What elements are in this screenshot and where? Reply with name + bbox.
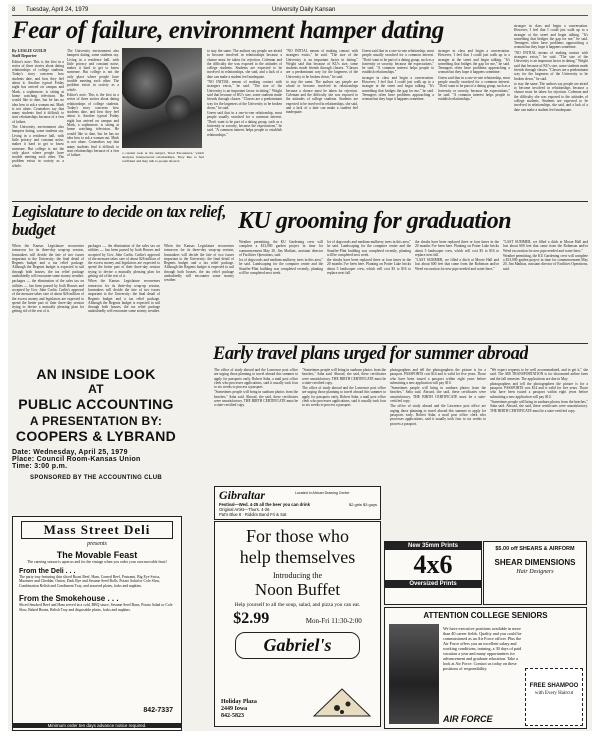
gibraltar-located: Located in African Drawing Center bbox=[295, 491, 350, 495]
story-legislature-text-2: packages — the elimination of the sales tax on utilities — has been passed by both Houses and accepted by Gov. John Carlin. Carlin's approval of the measure takes care of about $26 million of the excess money and legislators are expected to spend the better part of their three-day session trying to devise a mutually pleasing plan for getting rid of the rest of it. bbox=[88, 244, 160, 279]
story-travel-text-3: photographers and tell the photographers the picture is for a passport. PASSPORTS cost $14 and is valid for five years. Those who have been issued a passport within eight years before submitting a new application will pay $10. bbox=[390, 368, 486, 385]
story-dating-text-3: to stay the same. The authors say people are afraid to become involved in relationships because a chance must be taken for rejection. Coleman and the difficulty she was exposed to the attitudes of college students. Students are expected to be involved in relationships, she said, and a lack of a date can make a student feel inadequate. bbox=[207, 49, 282, 79]
story-graduation-text-1: Weather permitting, the KU Gardening crew will complete a $13,000 garden project in time for commencement May 20, Jim Mathias, assistant director of Facilities Operations, said. bbox=[239, 240, 323, 257]
story-dating-column-7 bbox=[514, 24, 588, 201]
insider-line-1: AN INSIDE LOOK bbox=[36, 366, 156, 382]
deli-movable-feast: The Movable Feast bbox=[56, 550, 138, 560]
shear-dimensions-ad bbox=[483, 541, 587, 605]
story-travel-text-4c: "Sometimes people will bring in sunburn photos from the beaches," Saba said. Abroad, she said, these certificates were unsatisfactory. THE BIRTH CERTIFICATE must be a state-certified copy. bbox=[490, 400, 588, 413]
deli-phone: 842-7337 bbox=[143, 707, 173, 714]
coopers-lybrand-ad bbox=[12, 364, 180, 512]
page-folio bbox=[12, 7, 588, 16]
deli-presents: presents bbox=[87, 541, 107, 547]
deli-from-deli: From the Deli . . . bbox=[19, 567, 76, 575]
story-dating-headline: Fear of failure, environment hamper dating bbox=[12, 18, 444, 43]
story-legislature-text-2b: When the Kansas Legislature reconvenes tomorrow for its three-day wrap-up session, lawmakers will decide the fate of two issues important to the University: the final detail of Regents budget and a tax relief package. Although the Regents budget is expected to sail through both houses, the tax relief package undoubtedly will encounter some stormy weather. bbox=[88, 279, 160, 314]
page-number: 8 bbox=[12, 7, 16, 13]
shear-name: SHEAR DIMENSIONS bbox=[494, 558, 576, 567]
air-force-ad bbox=[384, 607, 587, 729]
free-shampoo-coupon bbox=[525, 668, 583, 726]
story-graduation-text-4: "LAST SUMMER, we filled a ditch at Moore Hall and lost about 600 feet that came from the Robinson and/or Weed excavation for new pipe needed and water lines." bbox=[503, 240, 588, 253]
story-legislature-headline-text: Legislature to decide on tax relief, budget bbox=[12, 203, 226, 239]
story-dating-column-4 bbox=[286, 49, 358, 201]
story-legislature-text-3: When the Kansas Legislature reconvenes tomorrow for its three-day wrap-up session, lawmakers will decide the fate of two issues important to the University: the final detail of Regents budget and a tax relief package. Although the Regents budget is expected to sail through both houses, the tax relief package undoubtedly will encounter some stormy weather. bbox=[164, 244, 234, 283]
buffet-line-1: For those who bbox=[246, 526, 349, 546]
story-legislature-headline bbox=[12, 203, 237, 239]
insider-time: Time: 3:00 p.m. bbox=[12, 463, 68, 470]
story-dating-text-1: Editor's note: This is the first in a series of three stories about dating relationships of college students. Today's story concerns how students date, and how they feel about it. Another typical Friday night has arrived on campus and Mark, a sophomore, is sitting at home watching television. He would like to date, but he has no idea how to ask a woman out. Mark is not alone. Counselors say that many students find it difficult to start relationships because of a fear of failure. bbox=[12, 59, 64, 124]
story-dating-byline: By LESLIE GUILD bbox=[12, 49, 47, 53]
buffet-phone: 842-5823 bbox=[221, 713, 244, 719]
story-graduation-text-3: the shrubs have been replaced three or four times in the 20 months I've been here. Planting on Potter Lake bricks about 5 landscaper crew, which will cost $3 to $16 to replace next fall. bbox=[415, 240, 499, 257]
air-force-logo: AIR FORCE bbox=[443, 714, 493, 724]
gibraltar-price: $2 girls $3 guys bbox=[348, 502, 377, 507]
story-legislature-text-1b: packages — the elimination of the sales tax on utilities — has been passed by both Houses and accepted by Gov. John Carlin. Carlin's approval of the measure takes care of about $26 million of the excess money and legislators are expected to spend the better part of their three-day session trying to devise a mutually pleasing plan for getting rid of the rest of it. bbox=[12, 279, 84, 314]
story-dating-column-5 bbox=[362, 49, 434, 201]
gabriels-logo: Gabriel's bbox=[235, 632, 360, 659]
story-graduation-headline: KU grooming for graduation bbox=[238, 209, 512, 233]
story-travel-text-4b: photographers and tell the photographers the picture is for a passport. PASSPORTS cost $14 and is valid for five years. Those who have been issued a passport within eight years before submitting a new application will pay $10. bbox=[490, 381, 588, 399]
story-travel-text-1: The office of study abroad and the Lawrence post office are urging those planning to travel abroad this summer to apply for passports early. Robert Saba, a mail post office clerk who processes applications, said it usually took four to six weeks to process a passport. bbox=[214, 368, 298, 390]
story-dating-column-2 bbox=[67, 49, 119, 201]
story-legislature-column-1 bbox=[12, 244, 84, 359]
section-divider-2 bbox=[238, 343, 588, 344]
insider-line-3: PUBLIC ACCOUNTING bbox=[18, 396, 174, 412]
story-travel-text-3c: The office of study abroad and the Lawrence post office are urging those planning to travel abroad this summer to apply for passports early. Robert Saba, a mail post office clerk who processes applications, said it usually took four to six weeks to process a passport. bbox=[390, 404, 486, 426]
story-graduation-column-4 bbox=[503, 240, 588, 340]
story-dating-text-3b: "NO INITIAL means of making contact with strangers exists," he said. "The size of the University is an important factor in dating." Wright said that because of KU's size, some students made friends through classes. "Classes are a predominant way for the largeness of the University to be broken down," he said. bbox=[207, 80, 282, 110]
buffet-hours: Mon-Fri 11:30-2:00 bbox=[305, 617, 362, 625]
gibraltar-line-2: Original Artist—Thurs. 4-26 bbox=[219, 507, 270, 512]
buffet-price: $2.99 bbox=[233, 610, 270, 627]
buffet-address bbox=[221, 699, 257, 720]
buffet-subtitle: Help yourself to all the soup, salad, and pizza you can eat. bbox=[234, 602, 361, 608]
story-graduation-column-2 bbox=[327, 240, 411, 340]
insider-line-4: A PRESENTATION BY: bbox=[29, 414, 163, 428]
story-travel-column-1 bbox=[214, 368, 298, 483]
story-dating-text-3c: Green said that in a one-to-one relationship, most people usually searched for a common interest. "Don't want to be part of a dating group, such as a fraternity or sorority, because the expectations," he said. "A common interest helps people to establish relationships." bbox=[207, 111, 282, 137]
newspaper-page bbox=[8, 4, 592, 731]
story-graduation-text-1b: lot of dogwoods and medium mulberry trees in this area," he said. Landscaping for the computer center and the Stauffer-Flint building was completed recently, planting will be completed next week. bbox=[239, 258, 323, 276]
story-dating-text-7: stronger in class and begin a conversation. However, I feel that I could just walk up to a stranger at the street and begin talking. "It's something that bridges the gap for me," he said. Teenagers often have problems approaching a woman but they hope it happens sometime. bbox=[514, 24, 588, 50]
deli-from-smokehouse: From the Smokehouse . . . bbox=[19, 594, 119, 603]
pizza-slice-icon bbox=[312, 686, 372, 720]
story-travel-text-3b: "Sometimes people will bring in sunburn photos from the beaches," Saba said. Abroad, she said, these certificates were unsatisfactory. THE BIRTH CERTIFICATE must be a state-certified copy. bbox=[390, 386, 486, 404]
gabriels-buffet-ad bbox=[214, 521, 381, 727]
story-graduation-text-2b: the shrubs have been replaced three or four times in the 20 months I've been here. Planting on Potter Lake bricks about 5 landscaper crew, which will cost $3 to $16 to replace next fall. bbox=[327, 258, 411, 276]
story-travel-headline: Early travel plans urged for summer abroad bbox=[213, 345, 529, 364]
deli-tray-description: The party tray featuring thin sliced Roast Beef, Ham, Corned Beef, Pastrami, Big Eye Swiss, Muenster and Cheddar, Onion, Dark Rye and Sesame Seed Rolls, Potato Salad or Cole Slaw, Combination Relish and Condiment Tray, and assorted plates, forks and napkins. bbox=[19, 574, 161, 588]
story-dating-column-6 bbox=[438, 49, 510, 201]
shear-sub: Hair Designers bbox=[516, 569, 554, 575]
couple-photo bbox=[122, 48, 202, 148]
insider-line-5: COOPERS & LYBRAND bbox=[15, 428, 177, 444]
story-graduation-text-2: lot of dogwoods and medium mulberry trees in this area," he said. Landscaping for the computer center and the Stauffer-Flint building was completed recently, planting will be completed next week. bbox=[327, 240, 411, 257]
buffet-line-2: help themselves bbox=[239, 547, 356, 567]
story-graduation-column-3 bbox=[415, 240, 499, 340]
story-dating-text-1b: The University environment also hampers dating, some students say. Living in a residence hall, with little privacy and constant noise, makes it hard to get to know someone. But college is not the only place where people have trouble meeting each other. The problem exists in society as a whole. bbox=[12, 125, 64, 168]
story-travel-column-4 bbox=[490, 368, 588, 538]
prints-header: New 35mm Prints bbox=[385, 542, 481, 550]
issue-date: Tuesday, April 24, 1979 bbox=[26, 7, 89, 13]
attention-title: ATTENTION COLLEGE SENIORS bbox=[423, 611, 548, 620]
section-divider bbox=[12, 201, 588, 202]
story-dating-text-6: stronger in class and begin a conversation. However, I feel that I could just walk up to a stranger at the street and begin talking. "It's something that bridges the gap for me," he said. Teenagers often have problems approaching a woman but they hope it happens sometime. bbox=[438, 49, 510, 75]
insider-date: Date: Wednesday, April 25, 1979 bbox=[12, 449, 128, 456]
deli-smokehouse-description: Sliced Smoked Beef and Ham served in a cold, BBQ sauce, Sesame Seed Buns, Potato Salad or Cole Slaw, Baked Beans, Relish Tray and disposable plates, forks and napkins. bbox=[19, 603, 173, 612]
story-dating-text-7c: to stay the same. The authors say people are afraid to become involved in relationships because a chance must be taken for rejection. Coleman and the difficulty she was exposed to the attitudes of college students. Students are expected to be involved in relationships, she said, and a lack of a date can make a student feel inadequate. bbox=[514, 81, 588, 112]
prints-size: 4x6 bbox=[413, 550, 453, 579]
story-dating-text-2: The University environment also hampers dating, some students say. Living in a residence hall, with little privacy and constant noise, makes it hard to get to know someone. But college is not the only place where people have trouble meeting each other. The problem exists in society as a whole. bbox=[67, 49, 119, 92]
gibraltar-logo: Gibraltar bbox=[219, 488, 266, 502]
story-graduation-text-3b: "LAST SUMMER, we filled a ditch at Moore Hall and lost about 600 feet that came from the Robinson and/or Weed excavation for new pipe needed and water lines." bbox=[415, 258, 499, 271]
newspaper-name: University Daily Kansan bbox=[272, 7, 336, 13]
story-dating-column-3 bbox=[207, 49, 282, 201]
story-graduation-column-1 bbox=[239, 240, 323, 340]
photo-caption: a current look at the subject, 'Real Encounters,' which analyzes interpersonal relationships. They like to feel confident and they talk to people about it. bbox=[122, 151, 204, 163]
story-travel-text-1b: "Sometimes people will bring in sunburn photos from the beaches," Saba said. Abroad, she said, these certificates were unsatisfactory. THE BIRTH CERTIFICATE must be a state-certified copy. bbox=[214, 390, 298, 408]
buffet-name: Noon Buffet bbox=[254, 580, 341, 599]
story-dating-byline-role: Staff Reporter bbox=[12, 53, 37, 59]
story-dating-text-7b: "NO INITIAL means of making contact with strangers exists," he said. "The size of the University is an important factor in dating." Wright said that because of KU's size, some students made friends through classes. "Classes are a predominant way for the largeness of the University to be broken down," he said. bbox=[514, 50, 588, 81]
deli-footer: Minimum order ten days advance notice required. bbox=[13, 723, 181, 728]
story-dating-column-1 bbox=[12, 49, 64, 201]
coupon-subtitle: with Every Haircut bbox=[534, 691, 574, 696]
buffet-address-2: 2449 Iowa bbox=[221, 706, 248, 712]
gibraltar-line-1: Festival—Wed. 4-25 all the beer you can drink bbox=[219, 502, 310, 507]
story-dating-text-5: Green said that in a one-to-one relationship, most people usually searched for a common interest. "Don't want to be part of a dating group, such as a fraternity or sorority, because the expectations," he said. "A common interest helps people to establish relationships." bbox=[362, 49, 434, 75]
coupon-title: FREE SHAMPOO bbox=[529, 683, 579, 689]
mass-street-deli-ad bbox=[12, 516, 182, 731]
buffet-address-1: Holiday Plaza bbox=[221, 699, 257, 705]
deli-tagline: The catering season is upon us and for the vintage when you order your own movable feast! bbox=[27, 560, 167, 564]
gibraltar-line-3: Pat's Blue 8 · Riddim Band Fri & Sat bbox=[219, 512, 287, 517]
story-legislature-text-1: When the Kansas Legislature reconvenes tomorrow for its three-day wrap-up session, lawmakers will decide the fate of two issues important to the University: the final detail of Regents budget and a tax relief package. Although the Regents budget is expected to sail through both houses, the tax relief package undoubtedly will encounter some stormy weather. bbox=[12, 244, 84, 279]
story-dating-text-4b: to stay the same. The authors say people are afraid to become involved in relationships because a chance must be taken for rejection. Coleman and the difficulty she was exposed to the attitudes of college students. Students are expected to be involved in relationships, she said, and a lack of a date can make a student feel inadequate. bbox=[286, 80, 358, 115]
insider-sponsor: SPONSORED BY THE ACCOUNTING CLUB bbox=[30, 475, 162, 481]
new-prints-ad bbox=[384, 541, 482, 605]
gibraltar-ad bbox=[214, 486, 381, 520]
story-travel-column-2 bbox=[302, 368, 386, 483]
story-travel-text-2: "Sometimes people will bring in sunburn photos from the beaches," Saba said. Abroad, she said, these certificates were unsatisfactory. THE BIRTH CERTIFICATE must be a state-certified copy. bbox=[302, 368, 386, 385]
story-travel-text-4: "We expect requests to be well accommodated, and to get it," she said. The AIR TRANSPORTATION is for discounted airline fares and the fall semester. The applications are due in May. bbox=[490, 368, 588, 381]
prints-footer: Oversized Prints bbox=[385, 580, 481, 588]
story-travel-text-2b: The office of study abroad and the Lawrence post office are urging those planning to travel abroad this summer to apply for passports early. Robert Saba, a mail post office clerk who processes applications, said it usually took four to six weeks to process a passport. bbox=[302, 386, 386, 408]
story-graduation-text-4b: Weather permitting, the KU Gardening crew will complete a $13,000 garden project in time for commencement May 20, Jim Mathias, assistant director of Facilities Operations, said. bbox=[503, 253, 588, 271]
story-dating-text-5b: stronger in class and begin a conversation. However, I feel that I could just walk up to a stranger at the street and begin talking. "It's something that bridges the gap for me," he said. Teenagers often have problems approaching a woman but they hope it happens sometime. bbox=[362, 75, 434, 102]
story-dating-text-6b: Green said that in a one-to-one relationship, most people usually searched for a common interest. "Don't want to be part of a dating group, such as a fraternity or sorority, because the expectations," he said. "A common interest helps people to establish relationships." bbox=[438, 75, 510, 102]
insider-place: Place: Council Room-Kansas Union bbox=[12, 456, 141, 463]
buffet-intro: Introducing the bbox=[272, 571, 323, 580]
officer-photo bbox=[389, 624, 439, 724]
story-dating-text-4: "NO INITIAL means of making contact with strangers exists," he said. "The size of the University is an important factor in dating." Wright said that because of KU's size, some students made friends through classes. "Classes are a predominant way for the largeness of the University to be broken down," he said. bbox=[286, 49, 358, 79]
insider-line-2: AT bbox=[88, 382, 104, 396]
deli-logo: Mass Street Deli bbox=[21, 521, 173, 539]
story-legislature-column-3 bbox=[164, 244, 234, 359]
story-legislature-column-2 bbox=[88, 244, 160, 359]
story-dating-text-2b: Editor's note: This is the first in a series of three stories about dating relationships of college students. Today's story concerns how students date, and how they feel about it. Another typical Friday night has arrived on campus and Mark, a sophomore, is sitting at home watching television. He would like to date, but he has no idea how to ask a woman out. Mark is not alone. Counselors say that many students find it difficult to start relationships because of a fear of failure. bbox=[67, 92, 119, 158]
shear-offer: $5.00 off SHEARS & AIRFORM bbox=[495, 546, 575, 552]
attention-body: We have executive positions available in more than 40 career fields. Quality and you could be commissioned as an Air Force officer. Plus the Air Force offers you an excellent salary and working conditions, training, a 30 days of paid vacation a year and many opportunities for advancement and graduate education. Take a look at Air Force. Contact us today on these positions of responsibility. bbox=[443, 626, 522, 671]
story-travel-column-3 bbox=[390, 368, 486, 538]
